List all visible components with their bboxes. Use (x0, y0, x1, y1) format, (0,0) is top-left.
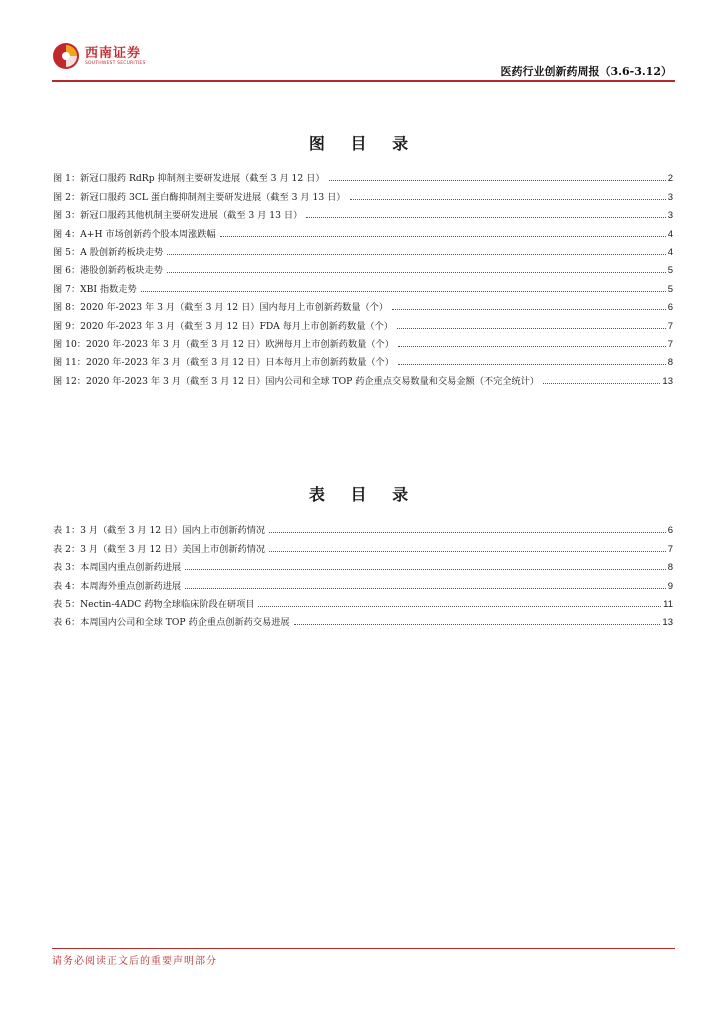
toc-leader-dots (185, 569, 666, 570)
report-title: 医药行业创新药周报（3.6-3.12） (500, 65, 672, 78)
toc-entry-label: 表 6：本周国内公司和全球 TOP 药企重点创新药交易进展 (53, 617, 290, 629)
toc-entry-page: 8 (667, 357, 673, 369)
logo-en-text: SOUTHWEST SECURITIES (85, 60, 146, 66)
toc-entry-label: 图 11：2020 年-2023 年 3 月（截至 3 月 12 日）日本每月上市创新药数量（个） (53, 357, 394, 369)
toc-entry-label: 图 7：XBI 指数走势 (53, 283, 137, 295)
toc-entry-page: 8 (667, 562, 673, 574)
toc-leader-dots (397, 328, 666, 329)
toc-leader-dots (329, 180, 666, 181)
toc-entry-label: 图 9：2020 年-2023 年 3 月（截至 3 月 12 日）FDA 每月上市创新药数量（个） (53, 320, 393, 332)
tables-toc-title: 表 目 录 (308, 485, 419, 504)
toc-entry-label: 表 2：3 月（截至 3 月 12 日）美国上市创新药情况 (53, 543, 266, 555)
toc-leader-dots (294, 624, 661, 625)
footer-disclaimer: 请务必阅读正文后的重要声明部分 (52, 956, 217, 967)
toc-entry-label: 表 4：本周海外重点创新药进展 (53, 580, 182, 592)
toc-entry[interactable] (53, 258, 673, 276)
toc-entry-page: 4 (667, 246, 673, 258)
toc-leader-dots (220, 236, 666, 237)
toc-entry[interactable] (53, 203, 673, 221)
toc-entry-page: 5 (667, 283, 673, 295)
toc-entry[interactable] (53, 592, 673, 610)
toc-entry[interactable] (53, 221, 673, 239)
toc-entry[interactable] (53, 184, 673, 202)
toc-entry-page: 11 (663, 598, 673, 610)
footer-divider (52, 948, 675, 949)
toc-entry-page: 3 (667, 191, 673, 203)
toc-entry-page: 7 (667, 338, 673, 350)
figures-toc-list (53, 166, 673, 387)
toc-entry-page: 13 (662, 617, 673, 629)
toc-entry[interactable] (53, 295, 673, 313)
toc-leader-dots (167, 254, 666, 255)
toc-entry-label: 图 2：新冠口服药 3CL 蛋白酶抑制剂主要研发进展（截至 3 月 13 日） (53, 191, 346, 203)
toc-entry-label: 图 4：A+H 市场创新药个股本周涨跌幅 (53, 228, 216, 240)
toc-leader-dots (141, 291, 666, 292)
toc-leader-dots (185, 588, 666, 589)
toc-entry-page: 9 (667, 580, 673, 592)
toc-entry[interactable] (53, 555, 673, 573)
toc-entry[interactable] (53, 536, 673, 554)
toc-entry-label: 图 1：新冠口服药 RdRp 抑制剂主要研发进展（截至 3 月 12 日） (53, 173, 325, 185)
toc-leader-dots (398, 346, 666, 347)
toc-entry[interactable] (53, 332, 673, 350)
figures-toc-title: 图 目 录 (308, 134, 419, 153)
logo-mark-icon (52, 42, 80, 70)
toc-entry-page: 5 (667, 265, 673, 277)
company-logo (52, 42, 146, 70)
toc-entry[interactable] (53, 573, 673, 591)
toc-entry-page: 2 (667, 173, 673, 185)
toc-entry-label: 图 8：2020 年-2023 年 3 月（截至 3 月 12 日）国内每月上市创新药数量（个） (53, 302, 389, 314)
page-header (0, 0, 724, 84)
header-divider (52, 80, 675, 82)
toc-entry[interactable] (53, 240, 673, 258)
toc-entry[interactable] (53, 610, 673, 628)
toc-entry-label: 表 3：本周国内重点创新药进展 (53, 562, 182, 574)
toc-entry[interactable] (53, 313, 673, 331)
toc-leader-dots (398, 364, 666, 365)
toc-entry-label: 图 6：港股创新药板块走势 (53, 265, 163, 277)
toc-entry-page: 13 (662, 375, 673, 387)
toc-leader-dots (350, 199, 666, 200)
tables-toc-list (53, 518, 673, 628)
toc-leader-dots (258, 606, 661, 607)
toc-entry-label: 图 5：A 股创新药板块走势 (53, 246, 164, 258)
toc-leader-dots (269, 551, 666, 552)
toc-leader-dots (543, 383, 660, 384)
toc-entry-label: 图 10：2020 年-2023 年 3 月（截至 3 月 12 日）欧洲每月上市创新药数量（个） (53, 338, 394, 350)
toc-entry[interactable] (53, 166, 673, 184)
toc-entry-page: 6 (667, 302, 673, 314)
logo-cn-text: 西南证券 (85, 45, 142, 61)
toc-entry[interactable] (53, 518, 673, 536)
toc-leader-dots (392, 309, 666, 310)
toc-entry-page: 7 (667, 320, 673, 332)
toc-entry-label: 图 3：新冠口服药其他机制主要研发进展（截至 3 月 13 日） (53, 210, 303, 222)
toc-entry-label: 表 1：3 月（截至 3 月 12 日）国内上市创新药情况 (53, 525, 266, 537)
toc-entry[interactable] (53, 276, 673, 294)
toc-entry-page: 7 (667, 543, 673, 555)
toc-leader-dots (167, 272, 666, 273)
toc-entry-label: 图 12：2020 年-2023 年 3 月（截至 3 月 12 日）国内公司和全球 TOP 药企重点交易数量和交易金额（不完全统计） (53, 375, 540, 387)
toc-entry-page: 6 (667, 525, 673, 537)
toc-entry[interactable] (53, 350, 673, 368)
toc-leader-dots (269, 532, 666, 533)
toc-entry-label: 表 5：Nectin-4ADC 药物全球临床阶段在研项目 (53, 598, 255, 610)
toc-entry-page: 4 (667, 228, 673, 240)
toc-entry-page: 3 (667, 210, 673, 222)
toc-entry[interactable] (53, 368, 673, 386)
toc-leader-dots (306, 217, 665, 218)
